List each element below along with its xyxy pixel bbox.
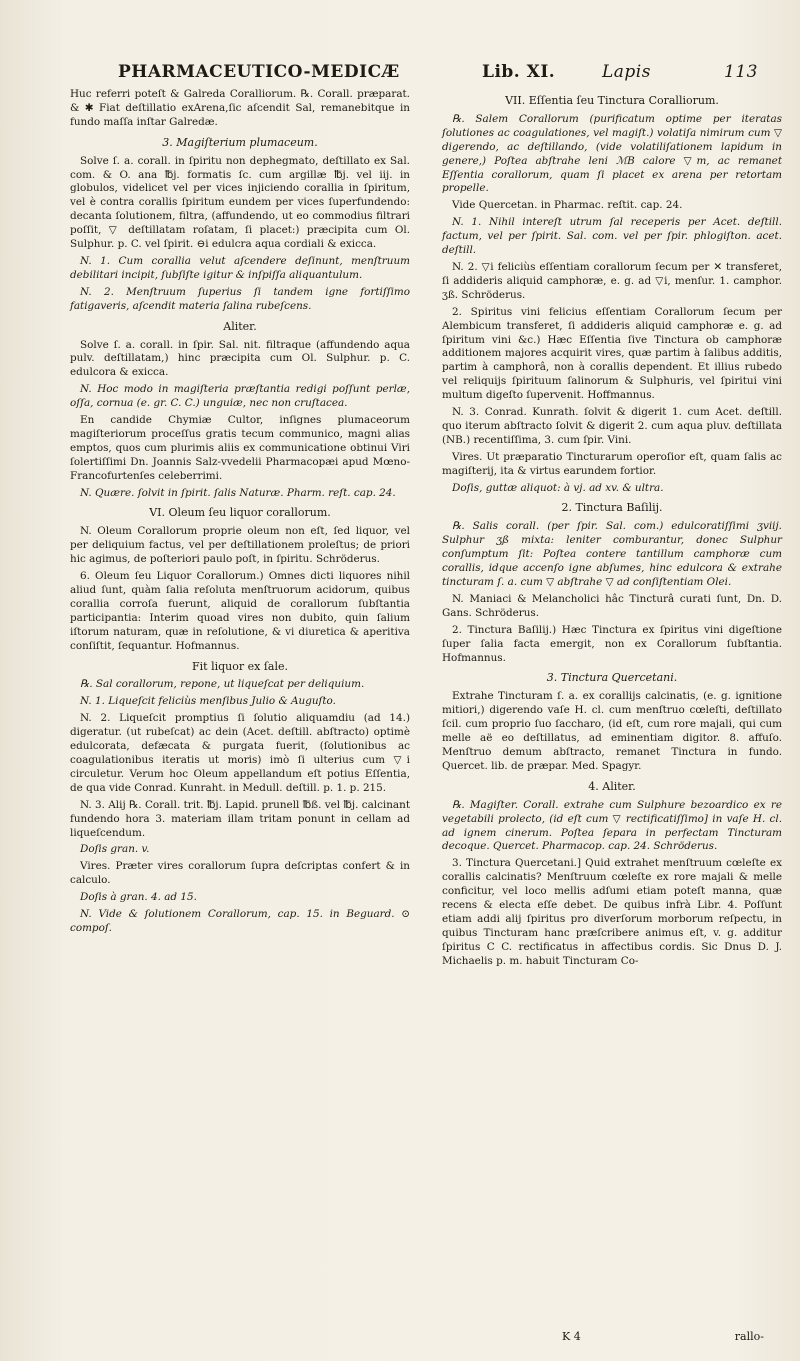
left-paragraph: Huc referri poteſt & Galreda Coralliorum. ℞. Corall. præparat. & ✱ Fiat deſtillatio exArena,ſic aſcendit Sal, remanebitque in fundo maſſa inſtar Galredæ.	[70, 88, 410, 128]
right-paragraph: Vide Quercetan. in Pharmac. reſtit. cap. 24.	[452, 199, 683, 212]
right-paragraph: Doſis, guttæ aliquot: à vj. ad xv. & ultra.	[452, 481, 664, 494]
left-paragraph: Doſis gran. v.	[80, 843, 150, 856]
left-paragraph: VI. Oleum ſeu liquor corallorum.	[149, 506, 331, 520]
right-paragraph: 2. Tinctura Baſilij.) Hæc Tinctura ex ſpiritus vini digeſtione ſuper ſalia facta emergit, non ex Corallorum ſubſtantia. Hofmannus.	[442, 623, 782, 664]
left-paragraph: Doſis à gran. 4. ad 15.	[80, 891, 197, 904]
left-paragraph: Solve ſ. a. corall. in ſpir. Sal. nit. filtraque (affundendo aqua pulv. deſtillatam,) hinc præcipita cum Ol. Sulphur. p. C. edulcora & exicca.	[70, 338, 410, 379]
catchword: rallo-	[734, 1330, 764, 1343]
right-paragraph: Vires. Ut præparatio Tincturarum operoſior eſt, quam ſalis ac magiſterij, ita & virtus earundem fortior.	[442, 450, 782, 477]
right-paragraph: Extrahe Tincturam ſ. a. ex corallijs calcinatis, (e. g. ignitione mitiori,) digerendo vaſe H. cl. cum menſtruo cœleſti, deſtillato ſcil. cum proprio ſuo ſaccharo, (id eſt, cum rore majali, qui cum melle aë eo deſtillatus, ad eminentiam digitor. 8. affuſo. Menſtruo demum abſtracto, remanet Tinctura in fundo. Quercet. lib. de præpar. Med. Spagyr.	[442, 690, 782, 772]
right-paragraph: 3. Tinctura Quercetani.	[546, 671, 678, 685]
right-paragraph: 2. Tinctura Baſilij.	[561, 501, 663, 515]
left-column	[70, 88, 410, 939]
page-footer	[442, 1330, 774, 1346]
right-paragraph: N. 2. ▽i feliciùs eſſentiam corallorum ſecum per ✕ transferet, ſi addideris aliquid camphoræ, e. g. ad ▽i, menſur. 1. camphor. ʒß. Schröderus.	[442, 260, 782, 301]
right-column	[442, 88, 782, 972]
signature-mark: K 4	[562, 1330, 581, 1343]
right-paragraph: 4. Aliter.	[588, 779, 636, 793]
left-paragraph: N. 2. Liqueſcit promptius ſi ſolutio aliquamdiu (ad 14.) digeratur. (ut rubeſcat) ac dein (Acet. deſtill. abſtracto) optimè edulcorata, defæcata & purgata fuerit, (ſolutionibus ac coagulationibus iteratis ut moris) imò ſi ulterius cum ▽i circuletur. Verum hoc Oleum appellandum eſt potius Eſſentia, de qua vide Conrad. Kunraht. in Medull. deſtill. p. 1. p. 215.	[70, 712, 410, 794]
left-paragraph: ℞. Sal corallorum, repone, ut liqueſcat per deliquium.	[80, 678, 365, 691]
left-paragraph: Vires. Præter vires corallorum ſupra deſcriptas confert & in calculo.	[70, 860, 410, 887]
running-head-book: Lib. XI.	[482, 62, 556, 82]
right-paragraph: ℞. Salem Corallorum (purificatum optime per iteratas ſolutiones ac coagulationes, vel magiſt.) volatiſa nimirum cum ▽ digerendo, ac deſtillando, (vide volatiliſationem lapidum in genere,) Poſtea abſtrahe leni ℳB calore ▽m, ac remanet Eſſentia corallorum, quam ſi placet ex arena per retortam propelle.	[442, 112, 782, 195]
left-paragraph: En candide Chymiæ Cultor, inſignes plumaceorum magiſteriorum proceſſus gratis tecum communico, magni alias emptos, quos cum plurimis aliis ex communicatione obtinui Viri ſolertiſſimi Dn. Joannis Salz-vvedelii Pharmacopæi apud Mœno-Francofurtenſes celeberrimi.	[70, 414, 410, 482]
left-paragraph: N. 3. Alij ℞. Corall. trit. ℔j. Lapid. prunell ℔ß. vel ℔j. calcinant fundendo hora 3. materiam illam tritam ponunt in cellam ad liqueſcendum.	[70, 798, 410, 839]
page-number: 113	[724, 62, 758, 82]
left-paragraph: N. Oleum Corallorum proprie oleum non eſt, ſed liquor, vel per deliquium factus, vel per deſtillationem proleſtus; de priori hic agimus, de poſteriori paulo poſt, in ſpiritu. Schröderus.	[70, 525, 410, 566]
right-paragraph: N. 3. Conrad. Kunrath. ſolvit & digerit 1. cum Acet. deſtill. quo iterum abſtracto ſolvit & digerit 2. cum aqua pluv. deſtillata (NB.) recentiſſima, 3. cum ſpir. Vini.	[442, 406, 782, 446]
right-paragraph: VII. Eſſentia ſeu Tinctura Coralliorum.	[505, 94, 719, 107]
right-paragraph: 3. Tinctura Quercetani.] Quid extrahet menſtruum cœleſte ex corallis calcinatis? Menſtruum cœleſte ex rore majali & melle conficitur, vel loco mellis adſumi etiam poteſt manna, quæ recens & electa eſſe debet. De quibus infrà Libr. 4. Poſſunt etiam addi alij ſpiritus pro diverſorum morborum reſpectu, in quibus Tincturam hanc præſcribere animus eſt, v. g. additur ſpiritus C C. rectificatus in affectibus cordis. Sic Dnus D. J. Michaelis p. m. habuit Tincturam Co-	[442, 857, 782, 967]
left-paragraph: 6. Oleum ſeu Liquor Corallorum.) Omnes dicti liquores nihil aliud ſunt, quàm ſalia reſoluta menſtruorum acidorum, quibus corallia corroſa fuerunt, aliquid de corallorum ſubſtantia participantia: Interim quoad vires non dubito, quin ſalium iſtorum naturam, quæ in reſolutione, & vi diuretica & aperitiva conſiſtit, ſequantur. Hofmannus.	[70, 570, 410, 652]
running-head	[118, 62, 774, 88]
left-paragraph: N. 1. Cum corallia velut aſcendere deſinunt, menſtruum debilitari incipit, ſubſiſte igitur & inſpiſſa aliquantulum.	[70, 254, 410, 281]
right-paragraph: N. Maniaci & Melancholici hâc Tincturâ curati ſunt, Dn. D. Gans. Schröderus.	[442, 592, 782, 619]
left-paragraph: Aliter.	[223, 319, 257, 333]
left-paragraph: Fit liquor ex ſale.	[192, 659, 288, 673]
running-head-section: Lapis	[602, 62, 651, 82]
right-paragraph: ℞. Salis corall. (per ſpir. Sal. com.) edulcoratiſſimi ʒviij. Sulphur ʒß mixta: leniter comburantur, donec Sulphur conſumptum ſit: Poſtea contere tantillum camphoræ cum corallis, idque accenſo igne abſumes, hinc edulcora & extrahe tincturam ſ. a. cum ▽ abſtrahe ▽ ad conſiſtentiam Olei.	[442, 520, 782, 588]
right-paragraph: 2. Spiritus vini felicius eſſentiam Corallorum ſecum per Alembicum transferet, ſi addideris aliquid camphoræ e. g. ad ſpiritum vini &c.) Hæc Eſſentia ſive Tinctura ob camphoræ additionem majores acquirit vires, quæ partim à ſalibus additis, partim à camphorâ, non à corallis dependent. Et illius rubedo vel reliquijs ſpirituum ſalinorum & Sulphuris, vel ſpiritui vini multum digeſto ſupervenit. Hoffmannus.	[442, 305, 782, 402]
left-paragraph: N. Hoc modo in magiſteria præſtantia redigi poſſunt perlæ, oſſa, cornua (e. gr. C. C.) unguiæ, nec non cruſtacea.	[70, 383, 410, 410]
left-paragraph: N. Quære. ſolvit in ſpirit. ſalis Naturæ. Pharm. reſt. cap. 24.	[80, 486, 396, 499]
right-paragraph: ℞. Magiſter. Corall. extrahe cum Sulphure bezoardico ex re vegetabili prolecto, (id eſt cum ▽ rectificatiſſimo] in vaſe H. cl. ad ignem cinerum. Poſtea ſepara in perfectam Tincturam decoque. Quercet. Pharmacop. cap. 24. Schröderus.	[442, 798, 782, 853]
left-paragraph: 3. Magiſterium plumaceum.	[162, 135, 318, 149]
left-paragraph: N. 1. Liqueſcit feliciùs menſibus Julio & Auguſto.	[80, 695, 336, 708]
left-paragraph: N. 2. Menſtruum ſuperius ſi tandem igne fortiſſimo fatigaveris, aſcendit materia ſalina rubeſcens.	[70, 285, 410, 312]
left-paragraph: N. Vide & ſolutionem Corallorum, cap. 15. in Beguard. ⊙ compoſ.	[70, 908, 410, 934]
running-head-title: PHARMACEUTICO-MEDICÆ	[118, 62, 400, 82]
right-paragraph: N. 1. Nihil intereſt utrum ſal receperis per Acet. deſtill. factum, vel per ſpirit. Sal. com. vel per ſpir. phlogiſton. acet. deſtill.	[442, 216, 782, 257]
left-paragraph: Solve ſ. a. corall. in ſpiritu non dephegmato, deſtillato ex Sal. com. & O. ana ℔j. formatis ſc. cum argillæ ℔j. vel iij. in globulos, videlicet vel per vices injiciendo corallia in ſpiritum, vel è contra corallis ſpiritum eundem per vices ſuperfundendo: decanta ſolutionem, filtra, (affundendo, ut eo commodius filtrari poſſit, ▽ deſtillatam roſatam, ſi placet:) præcipita cum Ol. Sulphur. p. C. vel ſpirit. ⊖i edulcra aqua cordiali & exicca.	[70, 154, 410, 251]
